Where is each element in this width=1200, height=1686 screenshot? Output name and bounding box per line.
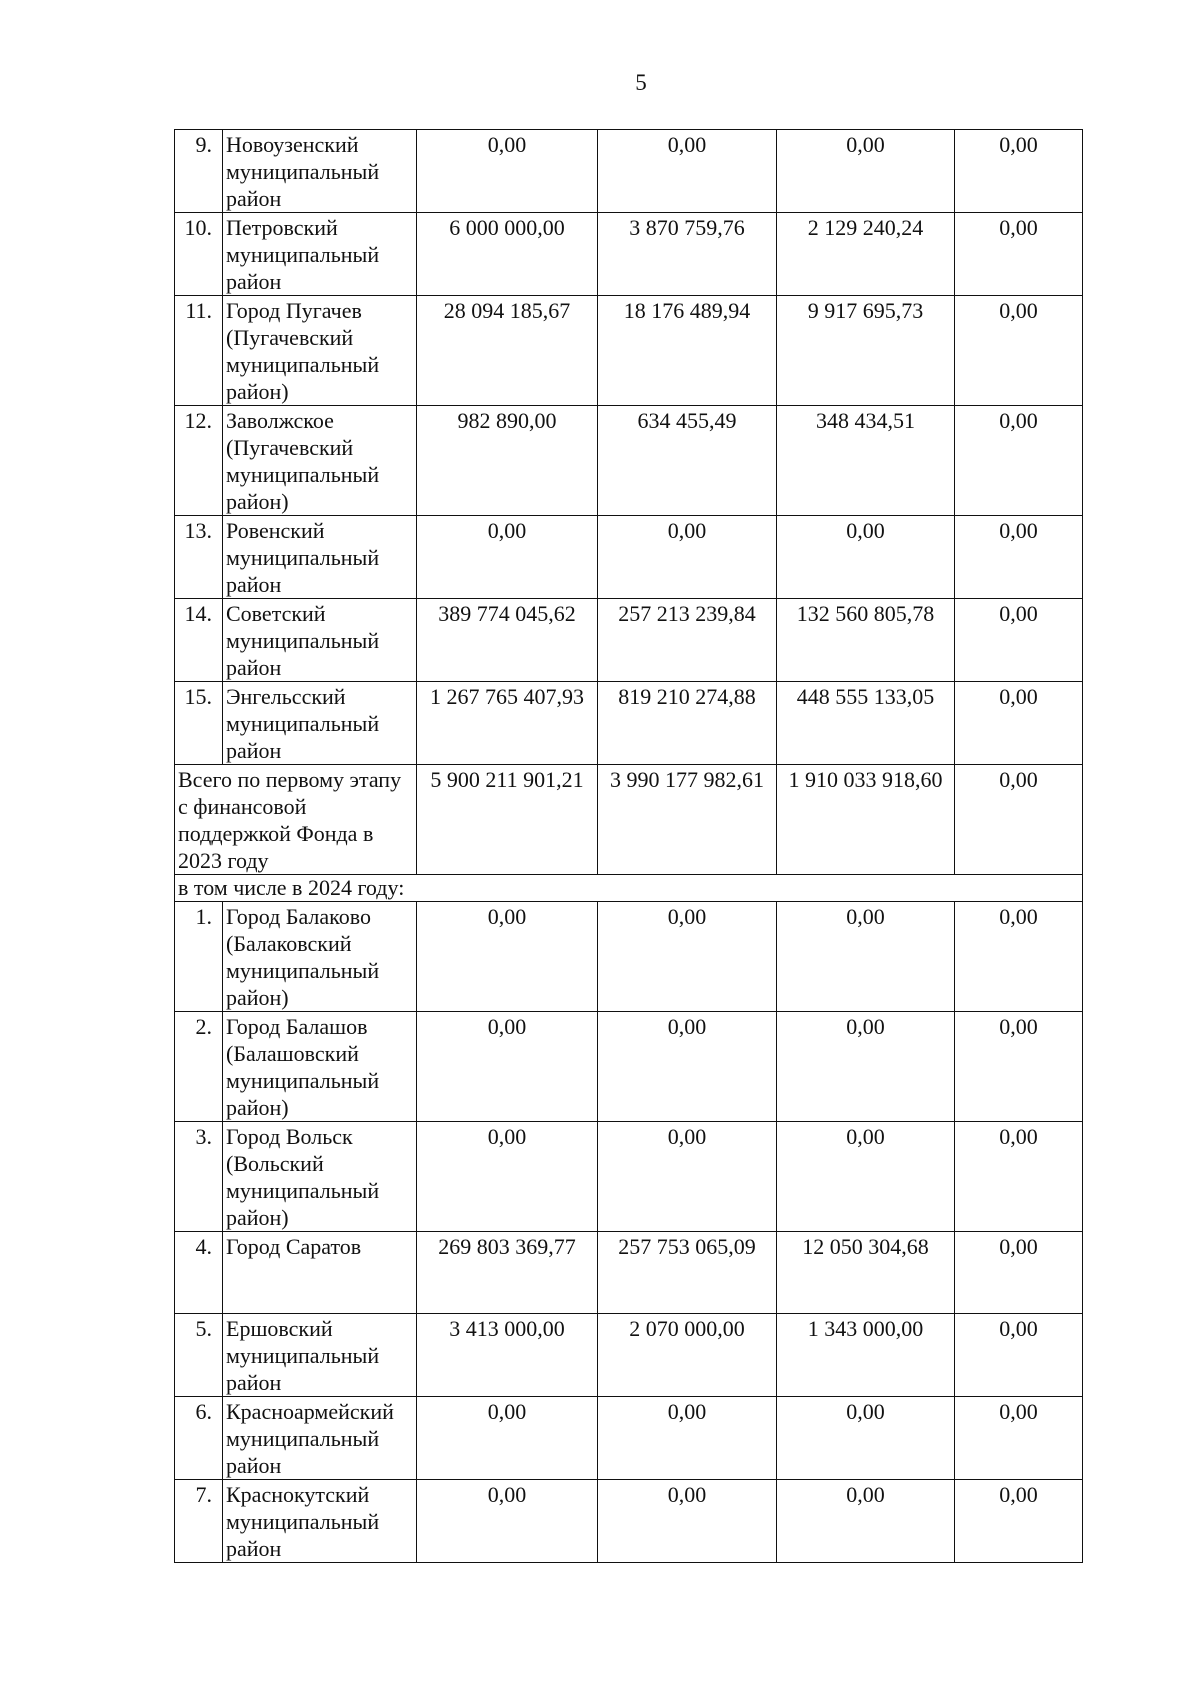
total-amount: 0,00	[417, 1480, 598, 1563]
local-amount: 0,00	[955, 1012, 1083, 1122]
page-number: 5	[635, 70, 647, 95]
row-number: 6.	[175, 1397, 223, 1480]
total-amount: 0,00	[417, 1122, 598, 1232]
regional-amount: 9 917 695,73	[777, 296, 955, 406]
table-body	[175, 130, 1083, 1563]
row-number: 5.	[175, 1314, 223, 1397]
regional-amount: 348 434,51	[777, 406, 955, 516]
table-row	[175, 1122, 1083, 1232]
table-row	[175, 406, 1083, 516]
table-row	[175, 296, 1083, 406]
row-number: 11.	[175, 296, 223, 406]
municipality-name: Петровский муниципальный район	[223, 213, 417, 296]
total-amount: 5 900 211 901,21	[417, 765, 598, 875]
row-number: 10.	[175, 213, 223, 296]
regional-amount: 0,00	[777, 1397, 955, 1480]
row-number: 2.	[175, 1012, 223, 1122]
fund-amount: 257 213 239,84	[598, 599, 777, 682]
local-amount: 0,00	[955, 1122, 1083, 1232]
row-number: 14.	[175, 599, 223, 682]
row-number: 1.	[175, 902, 223, 1012]
section-row	[175, 875, 1083, 902]
total-amount: 28 094 185,67	[417, 296, 598, 406]
fund-amount: 257 753 065,09	[598, 1232, 777, 1314]
total-amount: 0,00	[417, 1012, 598, 1122]
total-row	[175, 765, 1083, 875]
regional-amount: 448 555 133,05	[777, 682, 955, 765]
table-row	[175, 213, 1083, 296]
municipality-name: Город Вольск (Вольский муниципальный район)	[223, 1122, 417, 1232]
municipality-name: Город Пугачев (Пугачевский муниципальный район)	[223, 296, 417, 406]
regional-amount: 0,00	[777, 1480, 955, 1563]
local-amount: 0,00	[955, 765, 1083, 875]
fund-amount: 0,00	[598, 1122, 777, 1232]
regional-amount: 0,00	[777, 902, 955, 1012]
table-row	[175, 1314, 1083, 1397]
total-amount: 389 774 045,62	[417, 599, 598, 682]
fund-amount: 3 990 177 982,61	[598, 765, 777, 875]
municipality-name: Красноармейский муниципальный район	[223, 1397, 417, 1480]
regional-amount: 0,00	[777, 516, 955, 599]
total-amount: 0,00	[417, 516, 598, 599]
regional-amount: 132 560 805,78	[777, 599, 955, 682]
total-amount: 269 803 369,77	[417, 1232, 598, 1314]
local-amount: 0,00	[955, 682, 1083, 765]
municipality-name: Ровенский муниципальный район	[223, 516, 417, 599]
table-row	[175, 130, 1083, 213]
regional-amount: 0,00	[777, 1122, 955, 1232]
table-row	[175, 902, 1083, 1012]
local-amount: 0,00	[955, 130, 1083, 213]
fund-amount: 18 176 489,94	[598, 296, 777, 406]
local-amount: 0,00	[955, 406, 1083, 516]
section-heading-2024: в том числе в 2024 году:	[175, 875, 1083, 902]
municipality-name: Ершовский муниципальный район	[223, 1314, 417, 1397]
local-amount: 0,00	[955, 213, 1083, 296]
fund-amount: 0,00	[598, 1397, 777, 1480]
regional-amount: 1 910 033 918,60	[777, 765, 955, 875]
municipality-name: Краснокутский муниципальный район	[223, 1480, 417, 1563]
fund-amount: 0,00	[598, 1012, 777, 1122]
regional-amount: 2 129 240,24	[777, 213, 955, 296]
municipality-name: Энгельсский муниципальный район	[223, 682, 417, 765]
fund-amount: 0,00	[598, 1480, 777, 1563]
municipality-name: Город Саратов	[223, 1232, 417, 1314]
row-number: 12.	[175, 406, 223, 516]
row-number: 15.	[175, 682, 223, 765]
row-number: 4.	[175, 1232, 223, 1314]
total-amount: 6 000 000,00	[417, 213, 598, 296]
local-amount: 0,00	[955, 296, 1083, 406]
regional-amount: 1 343 000,00	[777, 1314, 955, 1397]
regional-amount: 0,00	[777, 130, 955, 213]
table-row	[175, 1012, 1083, 1122]
total-amount: 3 413 000,00	[417, 1314, 598, 1397]
table-row	[175, 516, 1083, 599]
fund-amount: 0,00	[598, 130, 777, 213]
fund-amount: 0,00	[598, 516, 777, 599]
fund-amount: 634 455,49	[598, 406, 777, 516]
row-number: 9.	[175, 130, 223, 213]
total-amount: 982 890,00	[417, 406, 598, 516]
municipality-name: Город Балаково (Балаковский муниципальный район)	[223, 902, 417, 1012]
row-number: 13.	[175, 516, 223, 599]
municipality-name: Советский муниципальный район	[223, 599, 417, 682]
municipality-name: Новоузенский муниципальный район	[223, 130, 417, 213]
municipality-name: Заволжское (Пугачевский муниципальный район)	[223, 406, 417, 516]
local-amount: 0,00	[955, 1480, 1083, 1563]
table-row	[175, 599, 1083, 682]
fund-amount: 0,00	[598, 902, 777, 1012]
total-amount: 1 267 765 407,93	[417, 682, 598, 765]
fund-amount: 3 870 759,76	[598, 213, 777, 296]
total-label: Всего по первому этапу с финансовой поддержкой Фонда в 2023 году	[175, 765, 417, 875]
regional-amount: 12 050 304,68	[777, 1232, 955, 1314]
local-amount: 0,00	[955, 1397, 1083, 1480]
fund-amount: 2 070 000,00	[598, 1314, 777, 1397]
total-amount: 0,00	[417, 902, 598, 1012]
allocation-table	[174, 129, 1083, 1563]
fund-amount: 819 210 274,88	[598, 682, 777, 765]
local-amount: 0,00	[955, 1232, 1083, 1314]
local-amount: 0,00	[955, 1314, 1083, 1397]
table-row	[175, 1397, 1083, 1480]
municipality-name: Город Балашов (Балашовский муниципальный район)	[223, 1012, 417, 1122]
regional-amount: 0,00	[777, 1012, 955, 1122]
table-row	[175, 682, 1083, 765]
total-amount: 0,00	[417, 1397, 598, 1480]
table-row	[175, 1232, 1083, 1314]
row-number: 7.	[175, 1480, 223, 1563]
total-amount: 0,00	[417, 130, 598, 213]
local-amount: 0,00	[955, 902, 1083, 1012]
local-amount: 0,00	[955, 516, 1083, 599]
row-number: 3.	[175, 1122, 223, 1232]
table-row	[175, 1480, 1083, 1563]
local-amount: 0,00	[955, 599, 1083, 682]
